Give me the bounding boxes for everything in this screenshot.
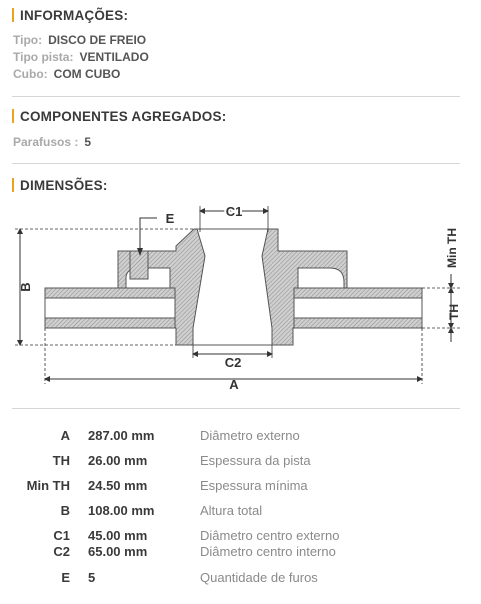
section-title-info [12, 8, 128, 23]
divider [12, 96, 460, 97]
accent-bar [12, 178, 14, 192]
label-e: E [165, 211, 175, 226]
accent-bar [12, 8, 14, 22]
section-title-text: INFORMAÇÕES: [20, 8, 129, 23]
section-title-dimensions [12, 178, 108, 193]
info-key: Tipo pista: [13, 50, 74, 64]
friction-ring-left-inner [45, 318, 175, 328]
spec-description: Altura total [200, 503, 263, 518]
info-value: VENTILADO [79, 50, 149, 64]
info-row-tipo-pista [13, 50, 149, 64]
spec-code: Min TH [26, 478, 70, 493]
info-key: Tipo: [13, 33, 43, 47]
label-a: A [229, 377, 239, 392]
spec-value: 24.50 mm [88, 478, 148, 493]
label-min-th: Min TH [445, 228, 459, 268]
friction-ring-right-outer [294, 288, 422, 298]
spec-code: B [60, 503, 70, 518]
spec-row [0, 528, 481, 544]
spec-code: A [60, 428, 70, 443]
label-th: TH [447, 304, 461, 320]
info-row-tipo [13, 33, 146, 47]
friction-ring-right-inner [294, 318, 422, 328]
spec-description: Espessura da pista [200, 453, 311, 468]
info-value: 5 [84, 135, 92, 149]
info-key: Cubo: [13, 67, 48, 81]
divider [12, 408, 460, 409]
info-value: COM CUBO [53, 67, 121, 81]
spec-code: TH [52, 453, 70, 468]
spec-code: C1 [53, 528, 70, 543]
spec-value: 5 [88, 570, 96, 585]
divider [12, 163, 460, 164]
label-c1: C1 [225, 204, 243, 219]
spec-row [0, 453, 481, 469]
section-title-components [12, 109, 226, 124]
section-title-text: COMPONENTES AGREGADOS: [20, 109, 227, 124]
spec-description: Espessura mínima [200, 478, 308, 493]
info-value: DISCO DE FREIO [48, 33, 147, 47]
friction-ring-left-vent [45, 298, 175, 318]
spec-row [0, 544, 481, 560]
info-key: Parafusos : [13, 135, 79, 149]
section-title-text: DIMENSÕES: [20, 178, 108, 193]
spec-description: Diâmetro centro interno [200, 544, 336, 559]
spec-value: 287.00 mm [88, 428, 155, 443]
spec-value: 45.00 mm [88, 528, 148, 543]
spec-description: Diâmetro centro externo [200, 528, 340, 543]
center-bore [193, 229, 272, 345]
brake-disc-diagram [0, 196, 481, 396]
spec-row [0, 428, 481, 444]
bolt-stud [130, 251, 148, 279]
spec-value: 26.00 mm [88, 453, 148, 468]
spec-row [0, 503, 481, 519]
info-row-parafusos [13, 135, 91, 149]
spec-description: Diâmetro externo [200, 428, 300, 443]
spec-row [0, 570, 481, 586]
friction-ring-right-vent [294, 298, 422, 318]
spec-description: Quantidade de furos [200, 570, 318, 585]
spec-value: 108.00 mm [88, 503, 155, 518]
spec-row [0, 478, 481, 494]
friction-ring-left-outer [45, 288, 175, 298]
spec-code: E [61, 570, 70, 585]
info-row-cubo [13, 67, 120, 81]
spec-value: 65.00 mm [88, 544, 148, 559]
label-c2: C2 [224, 355, 242, 370]
spec-code: C2 [53, 544, 70, 559]
label-b: B [18, 282, 33, 292]
accent-bar [12, 109, 14, 123]
